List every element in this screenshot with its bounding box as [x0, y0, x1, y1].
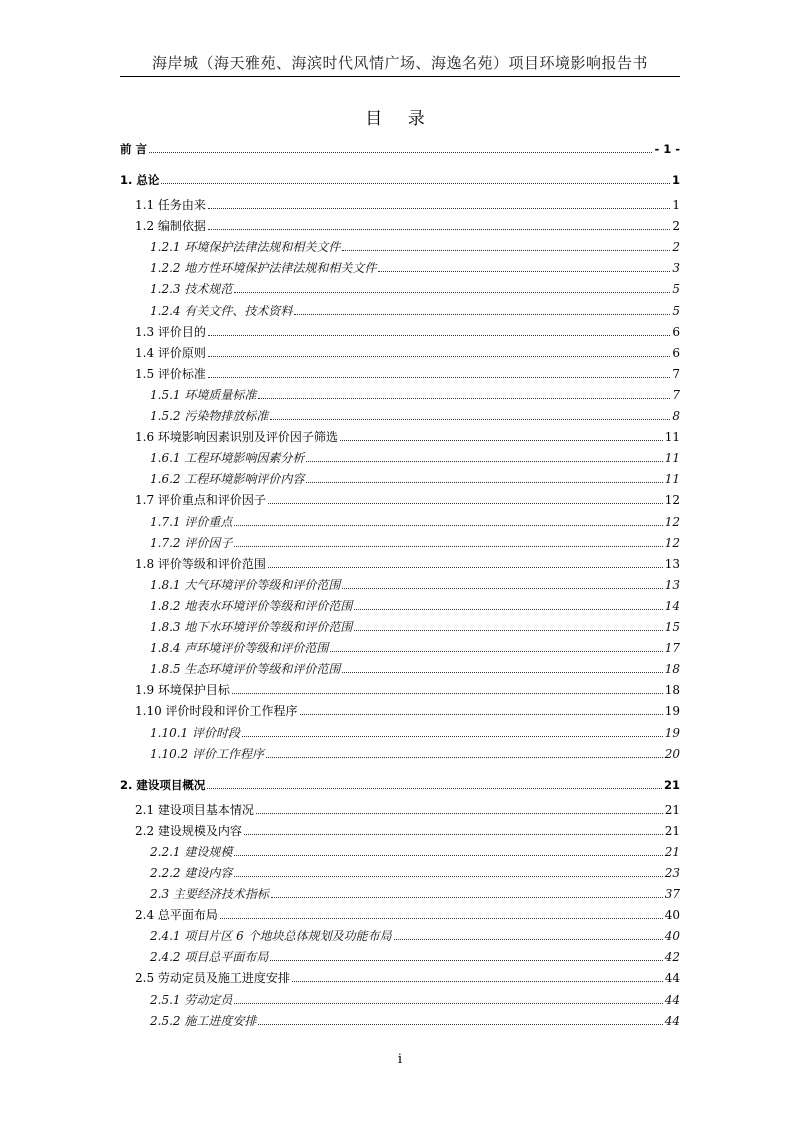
toc-leader-dots [256, 813, 663, 814]
toc-entry[interactable] [150, 257, 680, 275]
toc-entry-label: 1.10.1 评价时段 [150, 725, 240, 740]
toc-entry-page: 1 [671, 173, 680, 187]
toc-entry[interactable] [150, 989, 680, 1007]
toc-entry-page: 15 [664, 620, 680, 634]
toc-leader-dots [270, 419, 670, 420]
toc-entry-label: 1.8.4 声环境评价等级和评价范围 [150, 641, 329, 656]
toc-entry-page: 21 [664, 823, 680, 838]
toc-leader-dots [342, 588, 662, 589]
toc-entry-label: 2.2 建设规模及内容 [135, 823, 242, 838]
toc-entry[interactable] [135, 967, 680, 985]
toc-leader-dots [378, 271, 670, 272]
toc-leader-dots [330, 651, 662, 652]
toc-entry-page: 5 [672, 303, 680, 318]
toc-entry-label: 1.5.2 污染物排放标准 [150, 409, 269, 423]
toc-leader-dots [266, 757, 663, 758]
toc-entry-label: 1.2.3 技术规范 [150, 282, 233, 297]
toc-entry-label: 1.8.2 地表水环境评价等级和评价范围 [150, 598, 353, 613]
toc-entry[interactable] [120, 169, 680, 187]
toc-leader-dots [354, 630, 662, 631]
toc-leader-dots [306, 482, 662, 483]
toc-entry[interactable] [135, 700, 680, 718]
toc-entry-label: 前 言 [120, 142, 148, 156]
toc-entry[interactable] [120, 138, 680, 156]
toc-entry-page: 12 [664, 493, 680, 508]
toc-entry-page: 18 [664, 662, 680, 677]
toc-entry-label: 1.10.2 评价工作程序 [150, 746, 264, 761]
toc-entry-page: 12 [664, 514, 680, 529]
toc-entry[interactable] [150, 925, 680, 943]
toc-entry[interactable] [135, 904, 680, 922]
toc-leader-dots [208, 208, 670, 209]
running-header: 海岸城（海天雅苑、海滨时代风情广场、海逸名苑）项目环境影响报告书 [151, 54, 648, 72]
toc-leader-dots [242, 736, 663, 737]
toc-entry-label: 2.2.2 建设内容 [150, 865, 233, 880]
toc-entry[interactable] [135, 799, 680, 817]
toc-entry[interactable] [135, 679, 680, 697]
toc-entry-page: 12 [664, 535, 680, 550]
toc-entry-page: 23 [664, 865, 680, 880]
toc-entry-label: 1.10 评价时段和评价工作程序 [135, 704, 298, 719]
toc-entry-page: 19 [664, 704, 680, 719]
toc-entry[interactable] [150, 595, 680, 613]
toc-entry-page: 2 [672, 240, 680, 255]
toc-entry[interactable] [150, 574, 680, 592]
toc-entry-page: 6 [672, 345, 680, 360]
toc-entry-label: 1.2.4 有关文件、技术资料 [150, 303, 293, 318]
toc-entry-label: 1.1 任务由来 [135, 198, 206, 212]
toc-entry[interactable] [150, 468, 680, 486]
toc-entry-label: 1.8.5 生态环境评价等级和评价范围 [150, 662, 341, 677]
toc-entry[interactable] [150, 743, 680, 761]
toc-leader-dots [292, 981, 663, 982]
toc-entry-label: 2.4.2 项目总平面布局 [150, 950, 269, 965]
toc-leader-dots [300, 714, 663, 715]
toc-leader-dots [149, 152, 652, 153]
toc-entry-page: 17 [664, 641, 680, 656]
toc-entry[interactable] [135, 321, 680, 339]
toc-entry-label: 1.6.2 工程环境影响评价内容 [150, 472, 305, 487]
toc-leader-dots [208, 229, 670, 230]
toc-leader-dots [340, 440, 663, 441]
toc-entry-page: 21 [664, 802, 680, 817]
toc-entry-page: 19 [664, 725, 680, 740]
toc-entry-page: 42 [664, 950, 680, 965]
toc-entry-label: 2.4 总平面布局 [135, 908, 218, 923]
toc-entry-page: 3 [672, 261, 680, 276]
toc-entry-page: 7 [672, 366, 680, 381]
toc-entry-label: 1.2.2 地方性环境保护法律法规和相关文件 [150, 261, 377, 276]
toc-entry-label: 1.4 评价原则 [135, 345, 206, 360]
toc-entry-label: 1.3 评价目的 [135, 324, 206, 339]
toc-entry-page: 13 [664, 556, 680, 571]
toc-entry[interactable] [135, 194, 680, 212]
toc-entry[interactable] [150, 722, 680, 740]
toc-entry[interactable] [150, 384, 680, 402]
toc-entry-label: 1.8.3 地下水环境评价等级和评价范围 [150, 620, 353, 634]
toc-leader-dots [268, 503, 663, 504]
toc-entry[interactable] [135, 553, 680, 571]
toc-entry-label: 2.5.1 劳动定员 [150, 992, 233, 1007]
toc-leader-dots [220, 918, 663, 919]
toc-entry-page: 13 [664, 577, 680, 592]
toc-entry-label: 1.5.1 环境质量标准 [150, 387, 257, 402]
toc-entry[interactable] [135, 363, 680, 381]
toc-entry-page: 2 [672, 219, 680, 234]
toc-entry-label: 1.7 评价重点和评价因子 [135, 493, 266, 508]
toc-entry-label: 2. 建设项目概况 [120, 777, 206, 792]
toc-entry-label: 1.7.2 评价因子 [150, 535, 233, 550]
toc-leader-dots [306, 461, 662, 462]
toc-leader-dots [234, 525, 662, 526]
toc-entry[interactable] [150, 447, 680, 465]
toc-entry-page: 44 [664, 992, 680, 1007]
toc-leader-dots [268, 567, 663, 568]
toc-leader-dots [234, 1003, 662, 1004]
toc-entry-label: 1.8 评价等级和评价范围 [135, 556, 266, 571]
toc-leader-dots [208, 356, 670, 357]
toc-entry[interactable] [135, 342, 680, 360]
toc-entry-label: 2.5.2 施工进度安排 [150, 1013, 257, 1028]
toc-entry-page: - 1 - [654, 142, 680, 156]
toc-entry-page: 11 [664, 430, 680, 445]
toc-entry-label: 1.6 环境影响因素识别及评价因子筛选 [135, 430, 338, 445]
toc-entry-page: 40 [664, 929, 680, 944]
toc-entry-page: 21 [663, 777, 680, 792]
toc-entry[interactable] [150, 300, 680, 318]
toc-entry[interactable] [150, 841, 680, 859]
toc-entry-label: 1.5 评价标准 [135, 366, 206, 381]
toc-entry-page: 6 [672, 324, 680, 339]
toc-entry-page: 11 [664, 451, 680, 466]
toc-entry[interactable] [150, 405, 680, 423]
toc-leader-dots [271, 897, 663, 898]
toc-leader-dots [294, 314, 670, 315]
header-rule [120, 76, 680, 77]
toc-entry-label: 2.3 主要经济技术指标 [150, 887, 269, 901]
toc-leader-dots [208, 377, 670, 378]
toc-entry-page: 14 [664, 598, 680, 613]
toc-entry-label: 1.6.1 工程环境影响因素分析 [150, 451, 305, 466]
toc-entry[interactable] [150, 278, 680, 296]
toc-entry[interactable] [150, 883, 680, 901]
toc-leader-dots [232, 693, 663, 694]
toc-entry[interactable] [150, 532, 680, 550]
toc-leader-dots [342, 250, 670, 251]
toc-entry[interactable] [150, 511, 680, 529]
toc-entry-page: 1 [672, 198, 680, 212]
toc-entry-page: 18 [664, 683, 680, 698]
toc-leader-dots [234, 876, 662, 877]
toc-leader-dots [207, 788, 662, 789]
toc-entry[interactable] [120, 774, 680, 792]
toc-leader-dots [258, 398, 670, 399]
toc-entry[interactable] [150, 946, 680, 964]
toc-entry[interactable] [150, 658, 680, 676]
toc-leader-dots [234, 546, 662, 547]
toc-leader-dots [342, 672, 662, 673]
toc-entry[interactable] [150, 1010, 680, 1028]
toc-entry[interactable] [135, 215, 680, 233]
toc-entry-page: 21 [664, 844, 680, 859]
toc-leader-dots [161, 183, 670, 184]
toc-entry-page: 44 [664, 971, 680, 986]
toc-entry-label: 2.5 劳动定员及施工进度安排 [135, 971, 290, 986]
toc-leader-dots [394, 939, 663, 940]
toc-entry-page: 37 [664, 887, 680, 901]
toc-entry-label: 1.9 环境保护目标 [135, 683, 230, 698]
toc-title: 目 录 [365, 109, 435, 129]
toc-entry-label: 2.2.1 建设规模 [150, 844, 233, 859]
toc-entry-page: 11 [664, 472, 680, 487]
toc-entry-label: 1.7.1 评价重点 [150, 514, 233, 529]
toc-leader-dots [234, 292, 670, 293]
toc-entry[interactable] [150, 236, 680, 254]
toc-leader-dots [258, 1024, 662, 1025]
toc-entry[interactable] [150, 637, 680, 655]
toc-entry[interactable] [150, 616, 680, 634]
toc-entry-page: 40 [664, 908, 680, 923]
page-number: i [397, 1052, 403, 1067]
toc-entry-page: 7 [672, 387, 680, 402]
toc-entry-page: 20 [664, 746, 680, 761]
toc-entry[interactable] [135, 489, 680, 507]
toc-entry[interactable] [135, 426, 680, 444]
toc-entry-label: 1.8.1 大气环境评价等级和评价范围 [150, 577, 341, 592]
toc-entry-label: 1.2 编制依据 [135, 219, 206, 234]
toc-entry-label: 2.1 建设项目基本情况 [135, 802, 254, 817]
toc-entry-label: 1.2.1 环境保护法律法规和相关文件 [150, 240, 341, 255]
toc-leader-dots [270, 960, 662, 961]
toc-entry-label: 2.4.1 项目片区 6 个地块总体规划及功能布局 [150, 929, 392, 944]
toc-entry[interactable] [150, 862, 680, 880]
toc-entry-label: 1. 总论 [120, 173, 160, 187]
toc-leader-dots [234, 855, 662, 856]
toc-leader-dots [244, 834, 663, 835]
toc-leader-dots [208, 335, 670, 336]
toc-entry-page: 5 [672, 282, 680, 297]
toc-entry[interactable] [135, 820, 680, 838]
toc-leader-dots [354, 609, 662, 610]
toc-entry-page: 44 [664, 1013, 680, 1028]
toc-entry-page: 8 [672, 409, 680, 423]
